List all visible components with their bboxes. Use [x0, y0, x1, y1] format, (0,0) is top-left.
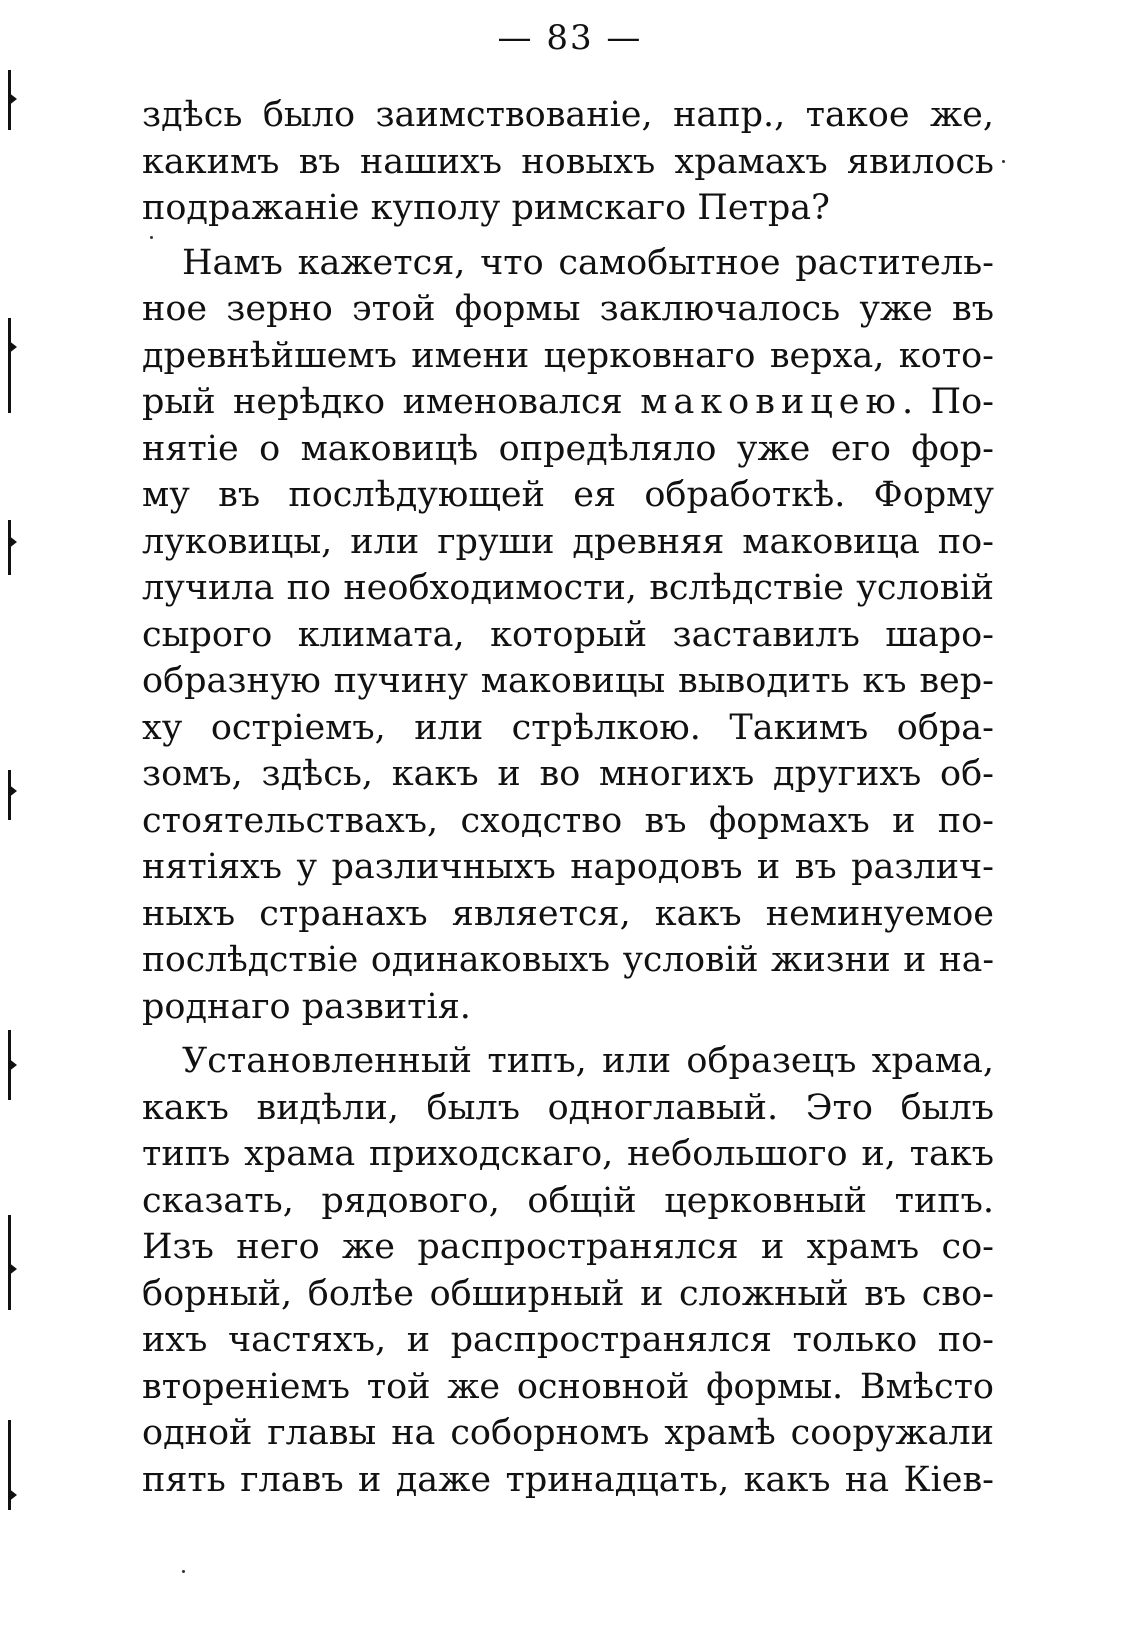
binding-mark	[8, 1488, 17, 1502]
binding-mark	[8, 1058, 17, 1072]
text-line: луковицы, или груши древняя маковица по-	[142, 521, 994, 562]
binding-mark	[8, 318, 11, 413]
binding-mark	[8, 92, 17, 106]
text-line: древнѣйшемъ имени церковнаго верха, кото-	[142, 335, 994, 376]
text-line: здѣсь было заимствованіе, напр., такое же,	[142, 95, 994, 135]
text-line: типъ храма приходскаго, небольшого и, такъ	[142, 1134, 994, 1174]
text-line: роднаго развитія.	[142, 986, 471, 1027]
text-line: Установленный типъ, или образецъ храма,	[182, 1041, 994, 1081]
text-line: зомъ, здѣсь, какъ и во многихъ другихъ об-	[142, 754, 994, 794]
binding-mark	[8, 784, 17, 798]
body-text	[142, 92, 994, 1503]
text-line: борный, болѣе обширный и сложный въ сво-	[142, 1273, 994, 1314]
text-line: подражаніе куполу римскаго Петра?	[142, 188, 830, 228]
text-line: нятіяхъ у различныхъ народовъ и въ различ-	[142, 847, 994, 887]
text-line: рый нерѣдко именовался маковицею. По-	[142, 382, 995, 422]
text-line: нятіе о маковицѣ опредѣляло уже его фор-	[142, 428, 994, 469]
text-line: ное зерно этой формы заключалось уже въ	[142, 289, 994, 329]
text-line: пять главъ и даже тринадцать, какъ на Кіев-	[142, 1459, 994, 1500]
emphasized-word: маковицею	[640, 382, 902, 422]
text-line: му въ послѣдующей ея обработкѣ. Форму	[142, 475, 994, 515]
scan-speck	[1002, 160, 1005, 163]
binding-mark	[8, 1262, 17, 1276]
page-number: — 83 —	[497, 18, 643, 58]
text-line: Изъ него же распространялся и храмъ со-	[142, 1227, 994, 1267]
text-line: лучила по необходимости, вслѣдствіе условій	[142, 568, 994, 608]
text-line: ху остріемъ, или стрѣлкою. Такимъ обра-	[142, 707, 994, 748]
binding-marks	[0, 0, 20, 1643]
text-line: какъ видѣли, былъ одноглавый. Это былъ	[142, 1087, 994, 1128]
text-line: ныхъ странахъ является, какъ неминуемое	[142, 893, 994, 934]
text-line: вторенiемъ той же основной формы. Вмѣсто	[142, 1366, 994, 1407]
text-line: какимъ въ нашихъ новыхъ храмахъ явилось	[142, 141, 994, 182]
binding-mark	[8, 340, 17, 354]
text-line: образную пучину маковицы выводить къ вер-	[142, 661, 994, 701]
text-line: послѣдствіе одинаковыхъ условій жизни и на-	[142, 940, 994, 980]
text-line: одной главы на соборномъ храмѣ сооружали	[142, 1413, 994, 1453]
text-line: сырого климата, который заставилъ шаро-	[142, 614, 994, 655]
text-line: ихъ частяхъ, и распространялся только по-	[142, 1320, 994, 1360]
binding-mark	[8, 535, 17, 549]
text-line: стоятельствахъ, сходство въ формахъ и по-	[142, 800, 994, 841]
text-line: Намъ кажется, что самобытное раститель-	[182, 242, 994, 283]
text-line: сказать, рядового, общій церковный типъ.	[142, 1180, 994, 1221]
scan-speck	[182, 1570, 185, 1573]
